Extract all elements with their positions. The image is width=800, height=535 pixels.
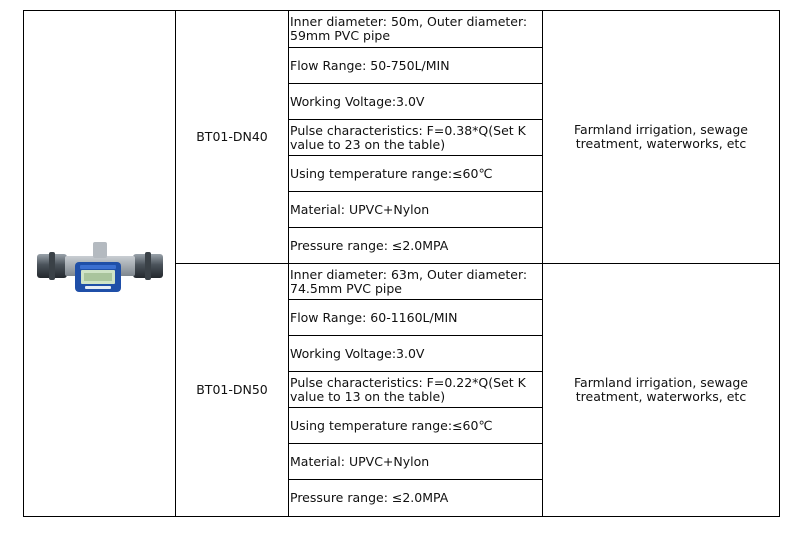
application-cell: Farmland irrigation, sewage treatment, waterworks, etc (543, 264, 780, 517)
spec-cell: Inner diameter: 50m, Outer diameter: 59mm PVC pipe (289, 11, 543, 48)
spec-cell: Pulse characteristics: F=0.38*Q(Set K value to 23 on the table) (289, 120, 543, 156)
spec-cell: Using temperature range:≤60℃ (289, 408, 543, 444)
spec-cell: Flow Range: 60-1160L/MIN (289, 300, 543, 336)
flow-meter-image (35, 234, 165, 294)
spec-cell: Flow Range: 50-750L/MIN (289, 48, 543, 84)
product-image-cell (24, 11, 176, 517)
spec-table (23, 10, 780, 517)
spec-cell: Pulse characteristics: F=0.22*Q(Set K value to 13 on the table) (289, 372, 543, 408)
spec-cell: Material: UPVC+Nylon (289, 192, 543, 228)
spec-cell: Using temperature range:≤60℃ (289, 156, 543, 192)
model-cell: BT01-DN40 (176, 11, 289, 264)
spec-cell: Pressure range: ≤2.0MPA (289, 228, 543, 264)
spec-cell: Pressure range: ≤2.0MPA (289, 480, 543, 517)
spec-cell: Working Voltage:3.0V (289, 336, 543, 372)
model-cell: BT01-DN50 (176, 264, 289, 517)
spec-cell: Inner diameter: 63m, Outer diameter: 74.5mm PVC pipe (289, 264, 543, 300)
application-cell: Farmland irrigation, sewage treatment, waterworks, etc (543, 11, 780, 264)
spec-cell: Working Voltage:3.0V (289, 84, 543, 120)
spec-cell: Material: UPVC+Nylon (289, 444, 543, 480)
flow-meter-icon (35, 234, 165, 294)
